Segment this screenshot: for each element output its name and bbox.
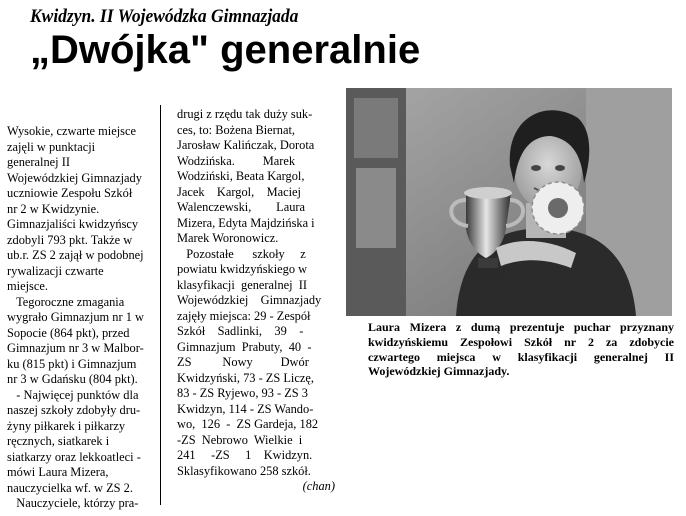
photo-woman-with-trophy	[346, 88, 672, 316]
column2-line: 241 -ZS 1 Kwidzyn.	[177, 448, 313, 462]
article-column-2	[177, 107, 335, 495]
column2-line: Mizera, Edyta Majdzińska i	[177, 215, 315, 230]
column2-line: Szkół Sadlinki, 39 -	[177, 324, 304, 338]
column1-line: zajęli w punktacji	[7, 139, 96, 154]
author-signature: (chan)	[302, 479, 335, 493]
photo-caption	[368, 320, 674, 379]
column1-line: nr 3 w Gdańsku (804 pkt).	[7, 372, 138, 386]
column1-line: naszej szkoły zdobyły dru-	[7, 403, 141, 417]
column1-line: żyny piłkarek i piłkarzy	[7, 418, 126, 433]
column2-line: ZS Nowy Dwór	[177, 355, 309, 369]
column1-line: miejsce.	[7, 279, 48, 293]
caption-line: kwidzyńskiemu Zespołowi Szkół nr 2 za zdobycie	[368, 334, 674, 349]
column2-line: Walenczewski, Laura	[177, 200, 306, 214]
column1-line: - Najwięcej punktów dla	[7, 387, 139, 402]
article-column-1	[7, 124, 157, 512]
column1-line: Gimnazjum nr 3 w Malbor-	[7, 341, 144, 355]
column2-line: Marek Woronowicz.	[177, 231, 279, 245]
column1-line: Gimnazjaliści kwidzyńscy	[7, 217, 139, 231]
column2-line: powiatu kwidzyńskiego w	[177, 262, 308, 276]
column2-line: Wodziński, Beata Kargol,	[177, 169, 305, 183]
column-divider	[160, 105, 161, 505]
column2-line: Kwidzyn, 114 - ZS Wando-	[177, 401, 314, 416]
column1-line: Wojewódzkiej Gimnazjady	[7, 170, 142, 185]
column1-line: rywalizacji czwarte	[7, 263, 104, 278]
caption-line: Laura Mizera z dumą prezentuje puchar przyznany	[368, 320, 674, 334]
caption-line: czwartego miejsca w klasyfikacji generalnej II	[368, 349, 674, 364]
column2-line: Kwidzyński, 73 - ZS Liczę,	[177, 370, 314, 385]
column2-line: klasyfikacji generalnej II	[177, 277, 308, 292]
column2-line: 83 - ZS Ryjewo, 93 - ZS 3	[177, 386, 308, 400]
column1-line: ręcznych, siatkarek i	[7, 434, 110, 448]
column1-line: ku (815 pkt) i Gimnazjum	[7, 356, 137, 371]
column1-line: mówi Laura Mizera,	[7, 465, 109, 479]
column1-line: zdobyli 793 pkt. Także w	[7, 232, 133, 247]
column2-line: Pozostałe szkoły z	[177, 246, 306, 261]
caption-line: Wojewódzkiej Gimnazjady.	[368, 364, 510, 379]
column1-line: Nauczyciele, którzy pra-	[7, 496, 139, 510]
article-headline: „Dwójka" generalnie	[30, 28, 421, 72]
column1-line: nauczycielka wf. w ZS 2.	[7, 480, 133, 495]
column2-line: Jarosław Kalińczak, Dorota	[177, 138, 315, 152]
column2-line: Gimnazjum Prabuty, 40 -	[177, 339, 312, 354]
column1-line: Sopocie (864 pkt), przed	[7, 325, 130, 340]
column1-line: wygrało Gimnazjum nr 1 w	[7, 310, 144, 324]
column1-line: uczniowie Zespołu Szkół	[7, 186, 133, 200]
column2-line: zajęły miejsca: 29 - Zespół	[177, 308, 311, 323]
column1-line: Wysokie, czwarte miejsce	[7, 124, 136, 138]
column2-line: Jacek Kargol, Maciej	[177, 184, 301, 199]
column1-line: nr 2 w Kwidzynie.	[7, 201, 100, 216]
column2-line: Sklasyfikowano 258 szkół.	[177, 463, 311, 478]
article-kicker: Kwidzyn. II Wojewódzka Gimnazjada	[30, 6, 299, 27]
column1-line: generalnej II	[7, 155, 70, 169]
column2-line: Wodzińska. Marek	[177, 153, 296, 168]
column1-line: ub.r. ZS 2 zajął w podobnej	[7, 248, 144, 262]
column2-line: ces, to: Bożena Biernat,	[177, 122, 296, 137]
column1-line: Tegoroczne zmagania	[7, 294, 125, 309]
column1-line: siatkarzy oraz lekkoatleci -	[7, 449, 141, 464]
article-photo	[346, 88, 672, 316]
column2-line: wo, 126 - ZS Gardeja, 182	[177, 417, 319, 431]
column2-line: -ZS Nebrowo Wielkie i	[177, 432, 303, 447]
column2-line: Wojewódzkiej Gimnazjady	[177, 293, 322, 307]
column2-line: drugi z rzędu tak duży suk-	[177, 107, 313, 121]
